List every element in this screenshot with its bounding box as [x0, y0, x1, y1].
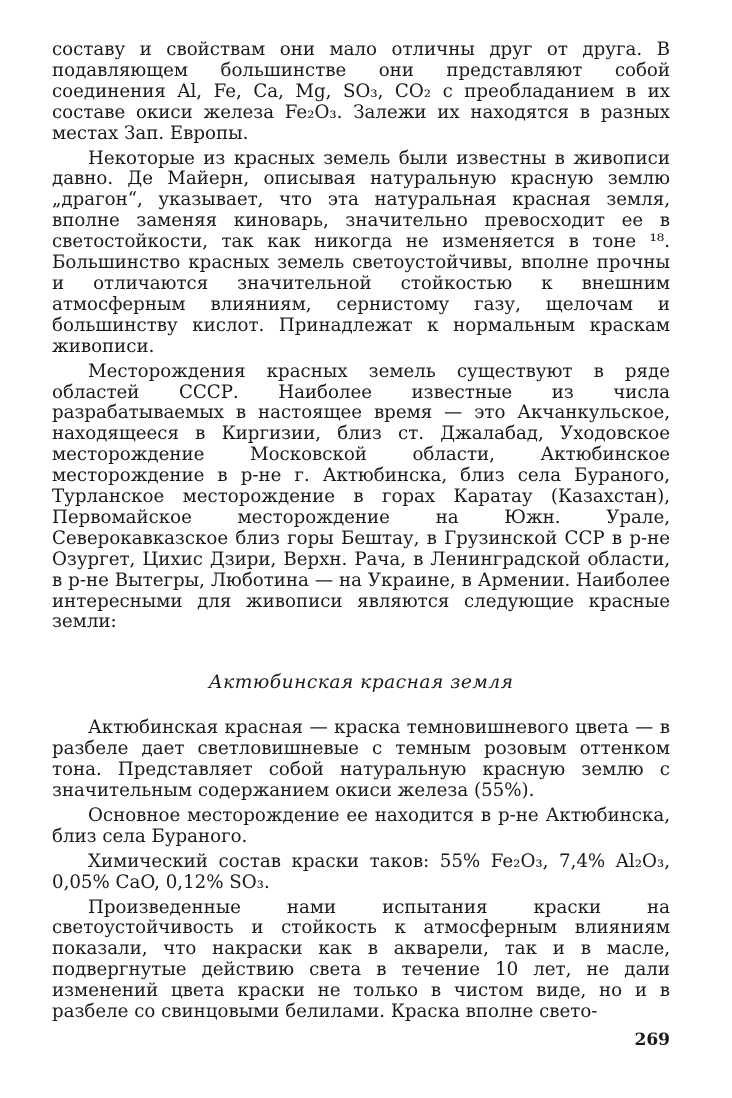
- paragraph-2: Некоторые из красных земель были известны в живописи давно. Де Майерн, описывая натуральную красную землю „драгон“, указывает, что эта натуральная красная земля, вполне заменяя киноварь, значительно превосходит ее в светостойкости, так как никогда не изменяется в тоне ¹⁸. Большинство красных земель светоустойчивы, вполне прочны и отличаются значительной стойкостью к внешним атмосферным влияниям, сернистому газу, щелочам и большинству кислот. Принадлежат к нормальным краскам живописи.: [52, 147, 670, 357]
- paragraph-1: составу и свойствам они мало отличны друг от друга. В подавляющем большинстве они представляют собой соединения Al, Fe, Ca, Mg, SO₃, CO₂ с преобладанием в их составе окиси железа Fe₂O₃. Залежи их находятся в разных местах Зап. Европы.: [52, 39, 670, 144]
- paragraph-6: Химический состав краски таков: 55% Fe₂O₃, 7,4% Al₂O₃, 0,05% CaO, 0,12% SO₃.: [52, 850, 670, 893]
- section-heading: Актюбинская красная земля: [208, 672, 514, 694]
- paragraph-5: Основное месторождение ее находится в р-не Актюбинска, близ села Бураного.: [52, 804, 670, 847]
- page-number: 269: [634, 1030, 670, 1050]
- paragraph-4: Актюбинская красная — краска темновишневого цвета — в разбеле дает светловишневые с темным розовым оттенком тона. Представляет собой натуральную красную землю с значительным содержанием окиси железа (55%).: [52, 717, 670, 801]
- paragraph-7: Произведенные нами испытания краски на светоустойчивость и стойкость к атмосферным влияниям показали, что накраски как в акварели, так и в масле, подвергнутые действию света в течение 10 лет, не дали изменений цвета краски не только в чистом виде, но и в разбеле со свинцовыми белилами. Краска вполне свето-: [52, 896, 670, 1023]
- page-body: [52, 40, 670, 1023]
- paragraph-3: Месторождения красных земель существуют в ряде областей СССР. Наиболее известные из числа разрабатываемых в настоящее время — это Акчанкульское, находящееся в Киргизии, близ ст. Джалабад, Уходовское месторождение Московской области, Актюбинское месторождение в р-не г. Актюбинска, близ села Бураного, Турланское месторождение в горах Каратау (Казахстан), Первомайское месторождение на Южн. Урале, Северокавказское близ горы Бештау, в Грузинской ССР в р-не Озургет, Цихис Дзири, Верхн. Рача, в Ленинградской области, в р-не Вытегры, Люботина — на Украине, в Армении. Наиболее интересными для живописи являются следующие красные земли:: [52, 360, 670, 633]
